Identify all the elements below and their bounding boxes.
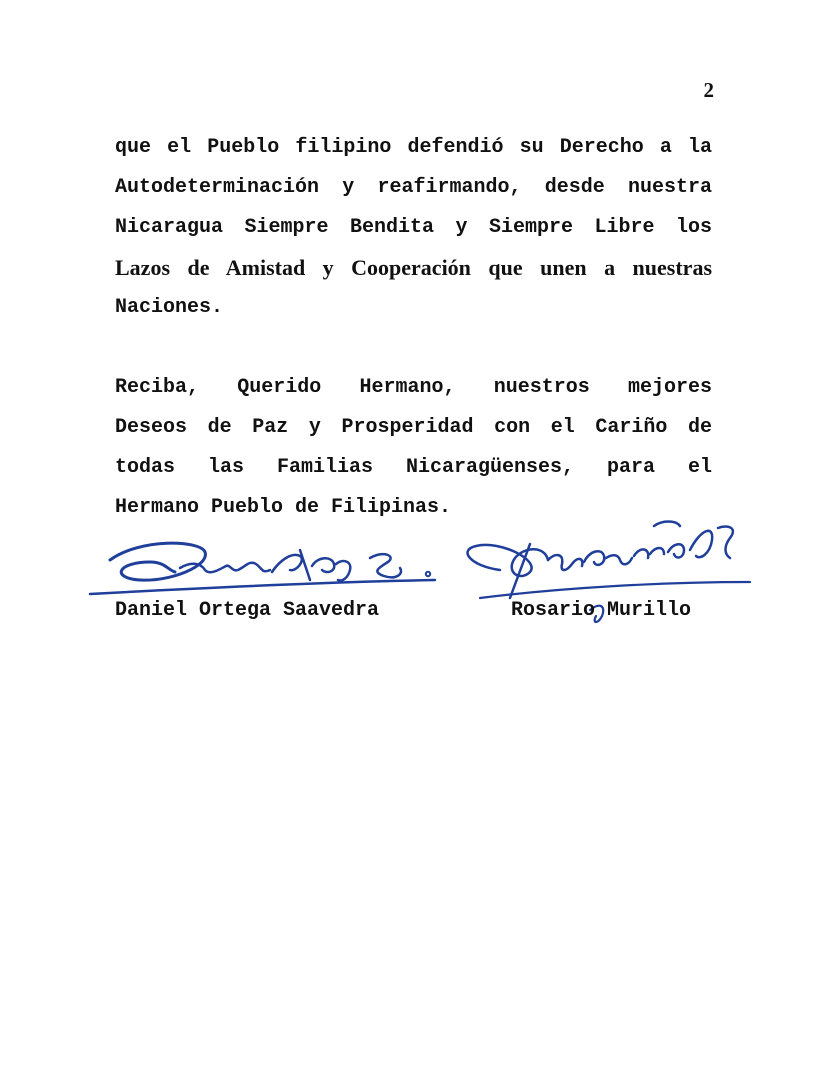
signature-block — [0, 510, 825, 640]
paragraph-line: Lazos de Amistad y Cooperación que unen a nuestras — [115, 255, 712, 280]
signature-left-ink — [90, 543, 435, 594]
page-number: 2 — [703, 78, 714, 102]
signatory-name-left: Daniel Ortega Saavedra — [115, 599, 380, 622]
paragraph-line: Hermano Pueblo de Filipinas. — [115, 496, 452, 519]
paragraph-line: Naciones. — [115, 296, 224, 319]
paragraph-line: Reciba, Querido Hermano, nuestros mejores — [115, 376, 712, 399]
paragraph-line: Deseos de Paz y Prosperidad con el Cariño de — [115, 416, 712, 439]
paragraph-wishes — [115, 368, 712, 528]
paragraph-closing-context — [115, 128, 712, 328]
paragraph-line: que el Pueblo filipino defendió su Derecho a la — [115, 136, 712, 159]
paragraph-line: todas las Familias Nicaragüenses, para el — [115, 456, 712, 479]
paragraph-line: Nicaragua Siempre Bendita y Siempre Libre los — [115, 216, 712, 239]
paragraph-line: Autodeterminación y reafirmando, desde nuestra — [115, 176, 712, 199]
signatory-name-right: Rosario Murillo — [511, 599, 692, 622]
